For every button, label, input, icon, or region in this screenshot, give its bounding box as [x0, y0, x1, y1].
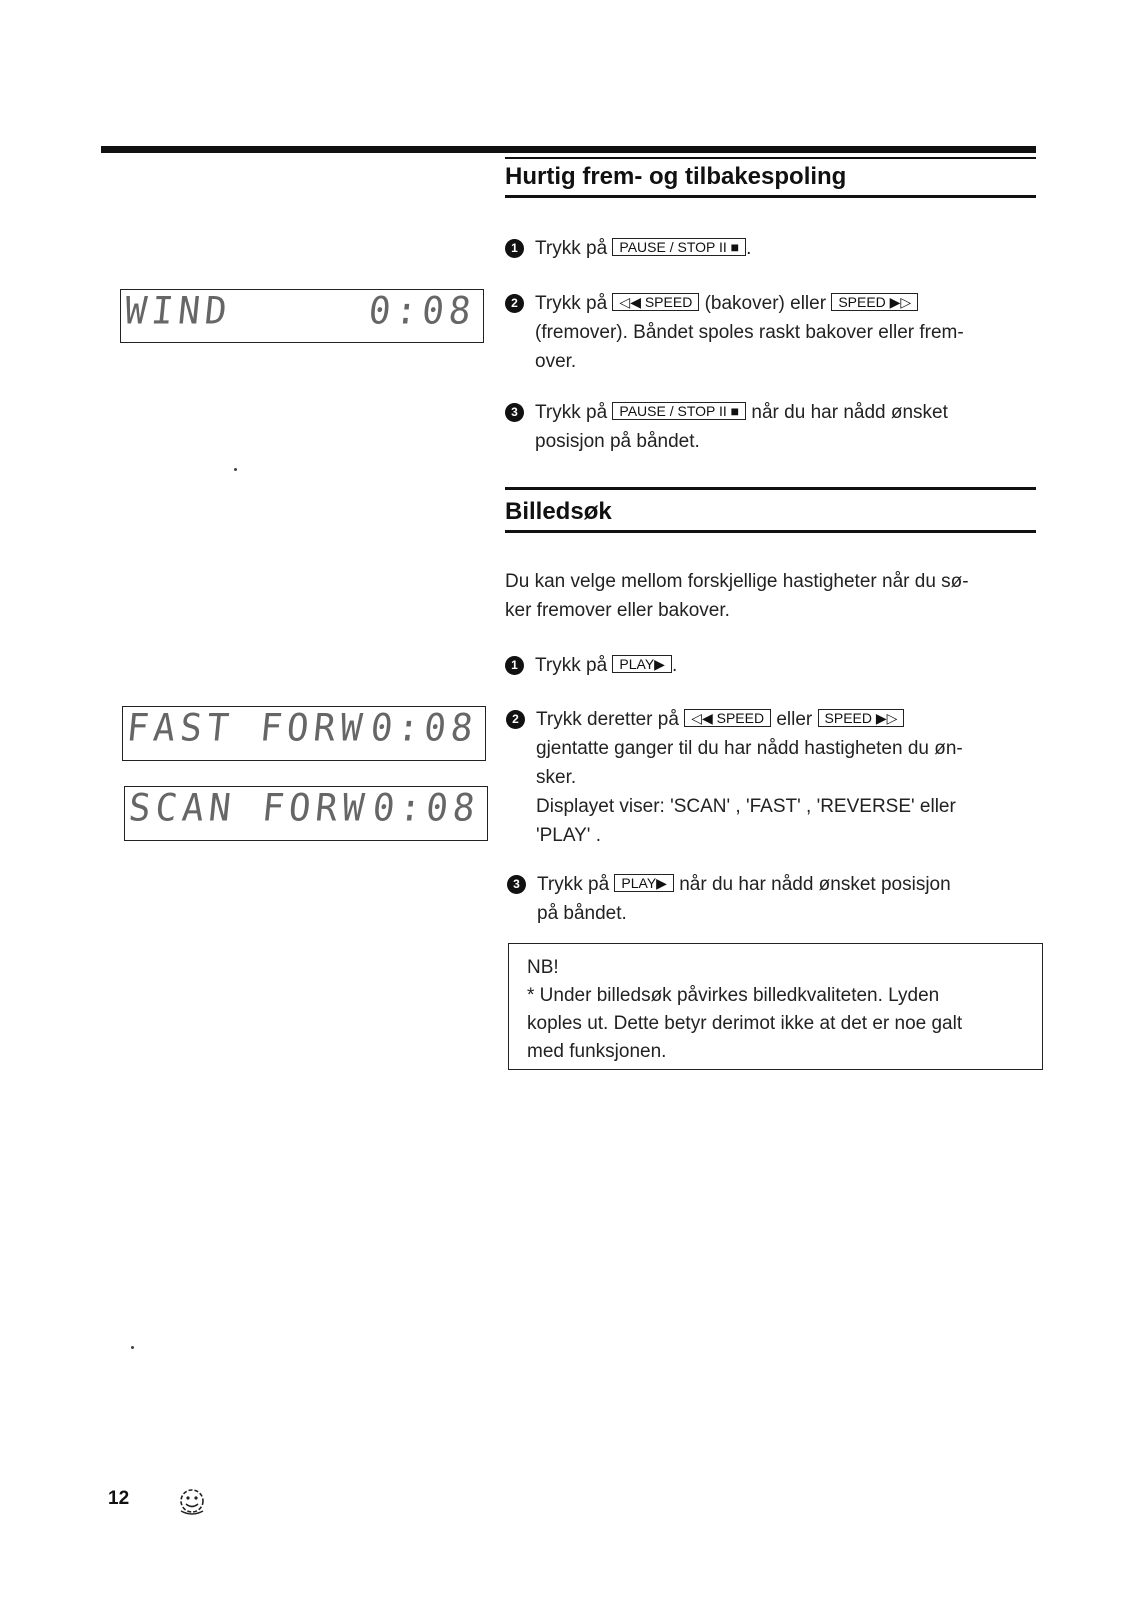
step-number-1: 1	[505, 239, 524, 258]
play-key: PLAY▶	[612, 655, 672, 673]
intro-line: ker fremover eller bakover.	[505, 600, 730, 621]
step-prefix: Trykk på	[535, 402, 608, 423]
speck	[234, 468, 237, 471]
lcd-display-wind	[120, 289, 484, 343]
section1-step-3	[505, 398, 1035, 458]
section2-heading: Billedsøk	[505, 498, 612, 525]
lcd-wind-counter: 0:08	[366, 290, 478, 334]
top-rule	[101, 146, 1036, 153]
note-line: * Under billedsøk påvirkes billedkvaliteten. Lyden	[527, 985, 940, 1006]
pause-stop-key: PAUSE / STOP II ■	[612, 402, 746, 420]
step-prefix: Trykk på	[535, 293, 608, 314]
step-number-2: 2	[505, 294, 524, 313]
section2-heading-rule	[505, 530, 1036, 533]
section2-step-1	[505, 651, 1035, 681]
note-line: koples ut. Dette betyr derimot ikke at det er noe galt	[527, 1013, 963, 1034]
step-line: sker.	[536, 767, 577, 788]
section2-intro	[505, 567, 1035, 625]
intro-line: Du kan velge mellom forskjellige hastigheter når du sø-	[505, 571, 969, 592]
lcd-display-fast-forw	[122, 706, 486, 761]
step-suffix: .	[671, 655, 678, 676]
step-line: 'PLAY' .	[536, 825, 601, 846]
lcd-display-scan-forw	[124, 786, 488, 841]
step-prefix: Trykk på	[535, 655, 608, 676]
step-line: på båndet.	[537, 903, 627, 924]
step-number-1: 1	[505, 656, 524, 675]
lcd-fast-counter: 0:08	[368, 707, 480, 751]
section2-step-2	[506, 705, 1036, 851]
step-number-3: 3	[507, 875, 526, 894]
lcd-scan-label: SCAN FORW	[126, 787, 372, 831]
speck	[131, 1346, 134, 1349]
lcd-fast-label: FAST FORW	[124, 707, 370, 751]
step-line: over.	[535, 351, 577, 372]
step-prefix: Trykk på	[537, 874, 610, 895]
top-rule-thin	[505, 157, 1036, 159]
play-key: PLAY▶	[614, 874, 674, 892]
step-suffix: .	[746, 238, 752, 259]
step-suffix: når du har nådd ønsket posisjon	[679, 874, 951, 895]
step-suffix: når du har nådd ønsket	[751, 402, 948, 423]
smiley-logo-icon	[175, 1484, 209, 1518]
note-box	[508, 943, 1043, 1070]
speed-rewind-key: ◁◀ SPEED	[684, 709, 771, 727]
step-line: gjentatte ganger til du har nådd hastigheten du øn-	[536, 738, 963, 759]
page-number: 12	[108, 1488, 130, 1509]
section1-step-2	[505, 289, 1035, 379]
step-prefix: Trykk deretter på	[536, 709, 679, 730]
lcd-scan-counter: 0:08	[370, 787, 482, 831]
speed-forward-key: SPEED ▶▷	[831, 293, 918, 311]
section1-heading-rule	[505, 195, 1036, 198]
step-middle: eller	[776, 709, 813, 730]
step-number-3: 3	[505, 403, 524, 422]
speed-rewind-key: ◁◀ SPEED	[612, 293, 699, 311]
section1-step-1	[505, 234, 1035, 264]
pause-stop-key: PAUSE / STOP II ■	[612, 238, 746, 256]
section2-top-rule	[505, 487, 1036, 490]
step-prefix: Trykk på	[535, 238, 608, 259]
note-title: NB!	[527, 957, 559, 978]
lcd-wind-label: WIND	[122, 290, 234, 334]
step-middle: (bakover) eller	[704, 293, 827, 314]
step-line: (fremover). Båndet spoles raskt bakover eller frem-	[535, 322, 964, 343]
step-line: posisjon på båndet.	[535, 431, 700, 452]
section1-heading: Hurtig frem- og tilbakespoling	[505, 163, 847, 190]
speed-forward-key: SPEED ▶▷	[818, 709, 905, 727]
note-line: med funksjonen.	[527, 1041, 667, 1062]
step-line: Displayet viser: 'SCAN' , 'FAST' , 'REVERSE' eller	[536, 796, 956, 817]
step-number-2: 2	[506, 710, 525, 729]
section2-step-3	[507, 870, 1037, 930]
